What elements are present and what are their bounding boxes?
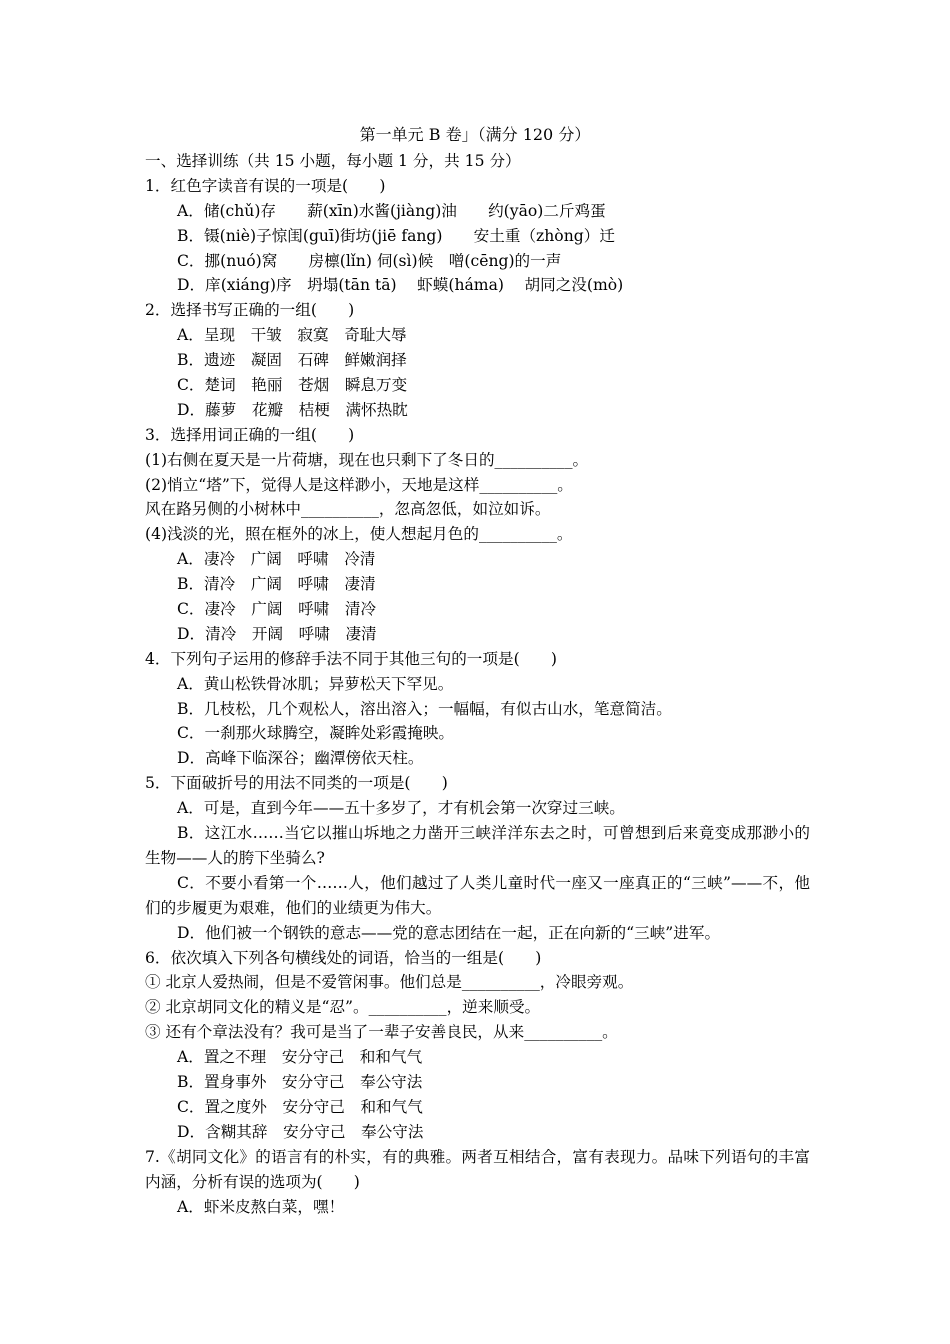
document-body (145, 149, 810, 1219)
question-7-stem: 7.《胡同文化》的语言有的朴实，有的典雅。两者互相结合，富有表现力。品味下列语句的丰富内涵，分析有误的选项为( ) (145, 1147, 810, 1191)
question-6-sentence-3: ③ 还有个章法没有？我可是当了一辈子安善良民，从来__________。 (145, 1023, 618, 1042)
question-2-option-a: A．呈现 干皱 寂寞 奇耻大辱 (177, 326, 407, 345)
question-3-sentence-2: (2)悄立“塔”下，觉得人是这样渺小，天地是这样__________。 (145, 475, 573, 494)
question-2-option-b: B．遗迹 凝固 石碑 鲜嫩润择 (177, 351, 407, 370)
question-6-sentence-2: ② 北京胡同文化的精义是“忍”。__________，逆来顺受。 (145, 998, 541, 1017)
question-1-option-b: B．镊(niè)子惊闺(guī)街坊(jiē fang) 安土重（zhòng）迁 (177, 226, 615, 245)
question-5-option-d: D．他们被一个钢铁的意志——党的意志团结在一起，正在向新的“三峡”进军。 (177, 923, 721, 942)
question-6-option-d: D．含糊其辞 安分守己 奉公守法 (177, 1122, 424, 1141)
question-2-option-d: D．藤萝 花瓣 桔梗 满怀热眈 (177, 400, 408, 419)
question-3-option-a: A．凄冷 广阔 呼啸 冷清 (177, 550, 376, 569)
question-6-option-a: A．置之不理 安分守己 和和气气 (177, 1048, 423, 1067)
question-3-option-b: B．清冷 广阔 呼啸 凄清 (177, 575, 376, 594)
question-5-option-b: B．这江水……当它以摧山坼地之力凿开三峡洋洋东去之时，可曾想到后来竟变成那渺小的生物——人的胯下坐骑么? (145, 824, 810, 867)
question-6-sentence-1: ① 北京人爱热闹，但是不爱管闲事。他们总是__________，冷眼旁观。 (145, 973, 634, 992)
page-title: 第一单元 B 卷」（满分 120 分） (359, 125, 591, 144)
question-4-stem: 4．下列句子运用的修辞手法不同于其他三句的一项是( ) (145, 649, 557, 668)
question-7-option-a: A．虾米皮熬白菜，嘿！ (177, 1197, 345, 1216)
question-3-option-c: C．凄冷 广阔 呼啸 清冷 (177, 600, 377, 619)
question-5-stem: 5．下面破折号的用法不同类的一项是( ) (145, 774, 448, 793)
question-2-option-c: C．楚词 艳丽 苍烟 瞬息万变 (177, 376, 408, 395)
question-5-option-c: C．不要小看第一个……人，他们越过了人类儿童时代一座又一座真正的“三峡”——不，他们的步履更为艰难，他们的业绩更为伟大。 (145, 873, 810, 917)
question-1-option-c: C．挪(nuó)窝 房檩(lǐn) 伺(sì)候 噌(cēng)的一声 (177, 251, 562, 270)
question-1-option-a: A．储(chǔ)存 薪(xīn)水酱(jiàng)油 约(yāo)二斤鸡蛋 (177, 201, 606, 220)
question-6-option-c: C．置之度外 安分守己 和和气气 (177, 1097, 423, 1116)
question-1-stem: 1．红色字读音有误的一项是( ) (145, 176, 386, 195)
question-4-option-c: C．一刹那火球腾空，凝眸处彩霞掩映。 (177, 724, 455, 743)
question-3-sentence-3: 风在路另侧的小树林中__________，忽高忽低，如泣如诉。 (145, 500, 551, 519)
question-4-option-d: D．高峰下临深谷；幽潭傍依天柱。 (177, 749, 424, 768)
question-5-option-a: A．可是，直到今年——五十多岁了，才有机会第一次穿过三峡。 (177, 799, 625, 818)
question-6-stem: 6．依次填入下列各句横线处的词语，恰当的一组是( ) (145, 948, 542, 967)
question-1-option-d: D．庠(xiáng)序 坍塌(tān tā) 虾蟆(háma) 胡同之没(mò) (177, 276, 624, 295)
section-heading: 一、选择训练（共 15 小题，每小题 1 分，共 15 分） (145, 152, 521, 170)
question-3-stem: 3．选择用词正确的一组( ) (145, 425, 355, 444)
question-4-option-b: B．几枝松，几个观松人，溶出溶入；一幅幅，有似古山水，笔意简洁。 (177, 699, 672, 718)
question-4-option-a: A．黄山松铁骨冰肌；异萝松天下罕见。 (177, 674, 454, 693)
question-2-stem: 2．选择书写正确的一组( ) (145, 301, 355, 320)
question-3-option-d: D．清冷 开阔 呼啸 凄清 (177, 624, 377, 643)
question-3-sentence-4: (4)浅淡的光，照在框外的冰上，使人想起月色的__________。 (145, 525, 573, 544)
question-3-sentence-1: (1)右侧在夏天是一片荷塘，现在也只剩下了冬日的__________。 (145, 450, 589, 469)
question-6-option-b: B．置身事外 安分守己 奉公守法 (177, 1073, 423, 1092)
